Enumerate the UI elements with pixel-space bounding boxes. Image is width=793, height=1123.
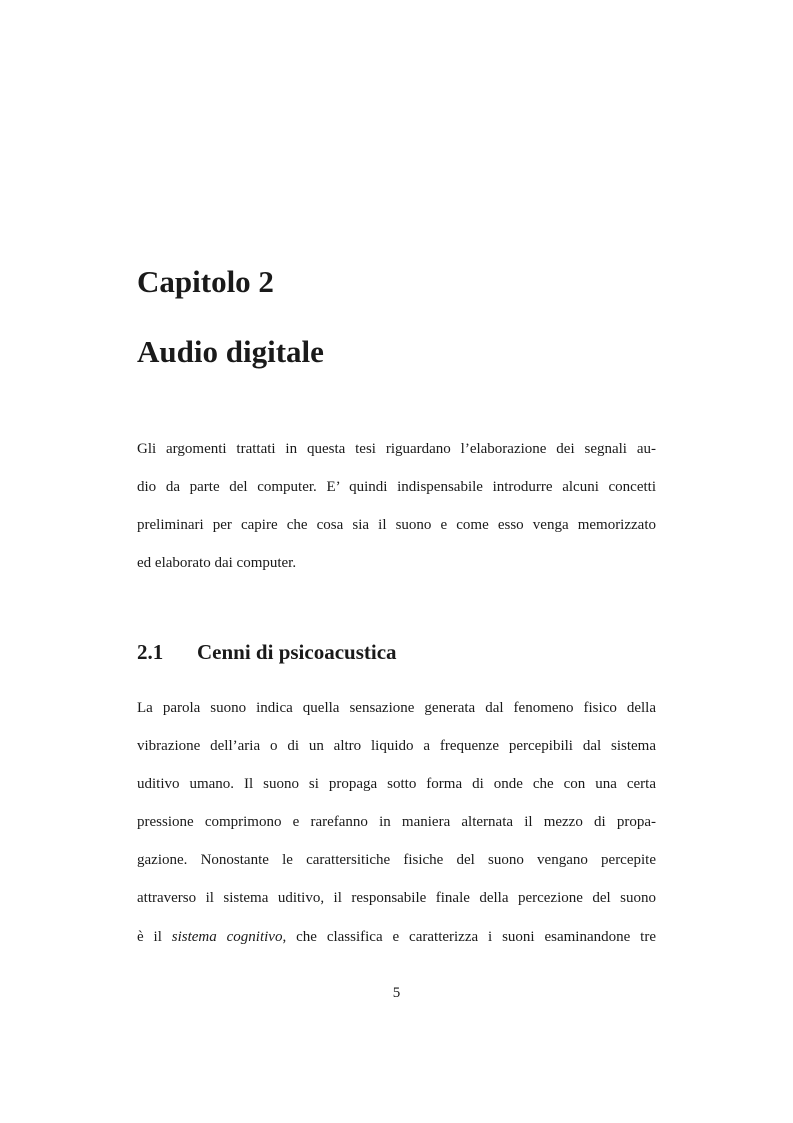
intro-line: Gli argomenti trattati in questa tesi riguardano l’elaborazione dei segnali au- — [137, 441, 656, 457]
section-line-last — [137, 918, 656, 956]
intro-line: preliminari per capire che cosa sia il suono e come esso venga memorizzato — [137, 517, 656, 534]
section-line: attraverso il sistema uditivo, il responsabile finale della percezione del suono — [137, 890, 656, 907]
section-line: pressione comprimono e rarefanno in maniera alternata il mezzo di propa- — [137, 814, 656, 831]
section-line: uditivo umano. Il suono si propaga sotto forma di onde che con una certa — [137, 776, 656, 793]
page-number: 5 — [392, 985, 401, 1001]
text-run: , che classifica e caratterizza i suoni esaminandone tre — [282, 928, 656, 945]
intro-paragraph — [137, 430, 656, 582]
section-line: gazione. Nonostante le carattersitiche fisiche del suono vengano percepite — [137, 852, 656, 869]
section-number: 2.1 — [137, 640, 164, 664]
emphasis-term: sistema cognitivo — [171, 928, 283, 945]
section-title: Cenni di psicoacustica — [197, 640, 397, 664]
chapter-label: Capitolo 2 — [137, 264, 274, 299]
intro-line: ed elaborato dai computer. — [137, 555, 297, 572]
section-line: vibrazione dell’aria o di un altro liquido a frequenze percepibili dal sistema — [137, 738, 656, 755]
chapter-title: Audio digitale — [137, 334, 324, 369]
section-heading — [137, 637, 397, 667]
section-paragraph — [137, 689, 656, 956]
intro-line: dio da parte del computer. E’ quindi indispensabile introdurre alcuni concetti — [137, 479, 656, 496]
text-run: è il — [137, 928, 172, 945]
section-line: La parola suono indica quella sensazione generata dal fenomeno fisico della — [137, 700, 656, 716]
